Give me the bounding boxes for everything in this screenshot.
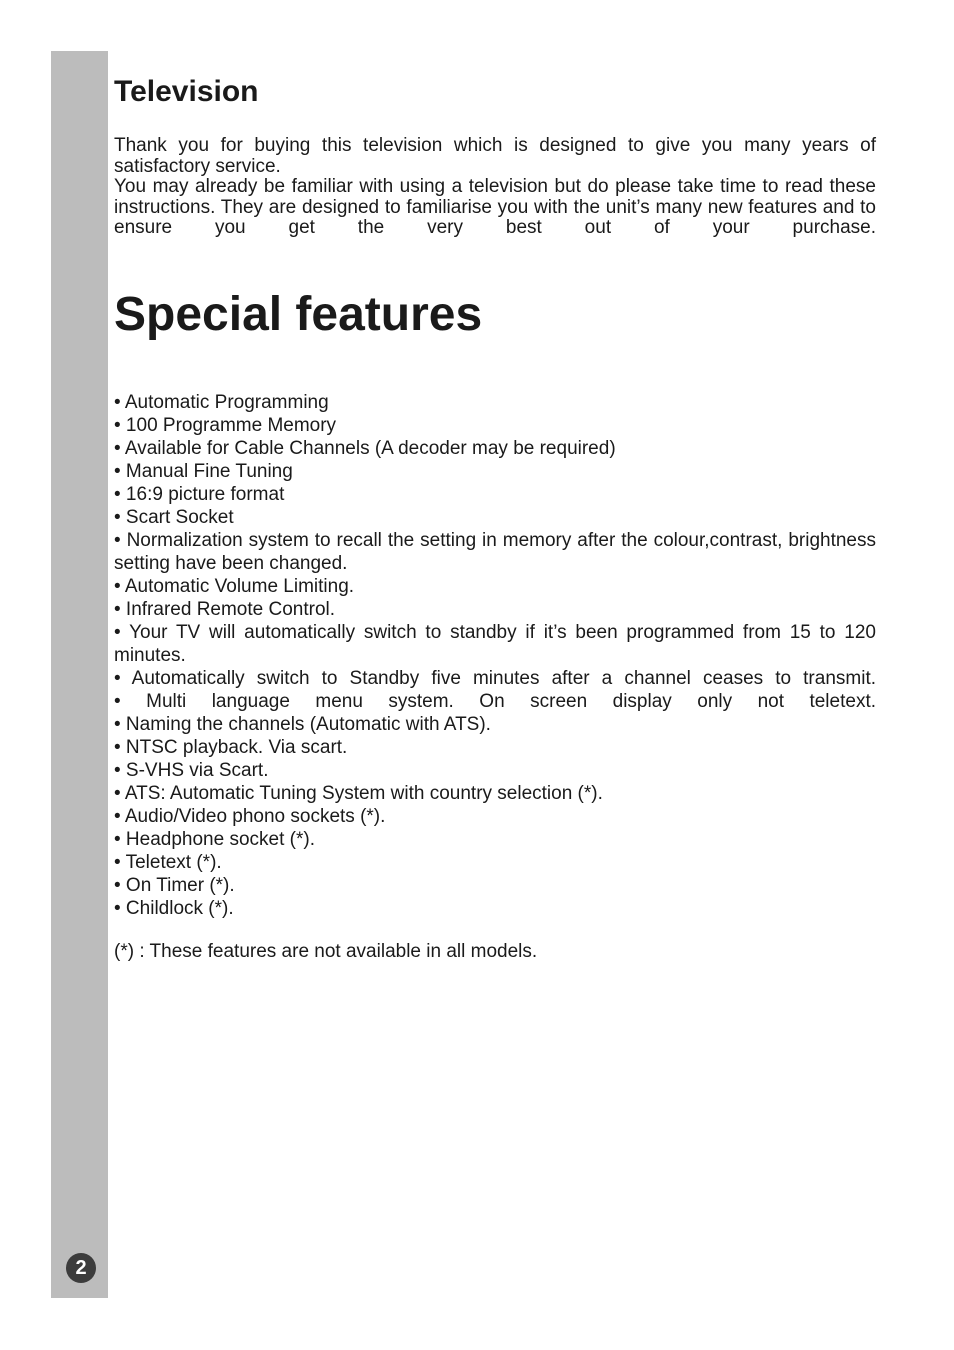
features-list	[114, 391, 876, 920]
feature-item: • ATS: Automatic Tuning System with country selection (*).	[114, 783, 603, 804]
feature-item: • Teletext (*).	[114, 852, 222, 873]
feature-item: • Automatic Programming	[114, 392, 329, 413]
footnote: (*) : These features are not available in all models.	[114, 941, 538, 962]
feature-item: • Available for Cable Channels (A decoder may be required)	[114, 438, 616, 459]
feature-item: • 16:9 picture format	[114, 484, 285, 505]
side-margin-bar	[51, 51, 108, 1298]
intro-paragraph: You may already be familiar with using a television but do please take time to read these instructions. They are designed to familiarise you with the unit’s many new features and to ensure you get the very best out of your purchase.	[114, 176, 876, 238]
intro-text	[114, 136, 876, 239]
feature-item: • Scart Socket	[114, 507, 234, 528]
feature-item: • On Timer (*).	[114, 875, 235, 896]
feature-item: • Infrared Remote Control.	[114, 599, 336, 620]
feature-item: • Automatically switch to Standby five minutes after a channel ceases to transmit.	[114, 668, 876, 689]
page-content	[114, 70, 876, 962]
feature-item: • 100 Programme Memory	[114, 415, 337, 436]
feature-item: • Childlock (*).	[114, 898, 234, 919]
section-title: Television	[114, 75, 259, 108]
feature-item: • Audio/Video phono sockets (*).	[114, 806, 386, 827]
feature-item: • Your TV will automatically switch to standby if it’s been programmed from 15 to 120 minutes.	[114, 622, 876, 666]
page-number-badge: 2	[66, 1253, 96, 1283]
feature-item: • Automatic Volume Limiting.	[114, 576, 355, 597]
intro-paragraph: Thank you for buying this television which is designed to give you many years of satisfactory service.	[114, 135, 876, 177]
feature-item: • S-VHS via Scart.	[114, 760, 269, 781]
special-features-title: Special features	[114, 288, 483, 341]
feature-item: • Manual Fine Tuning	[114, 461, 293, 482]
feature-item: • NTSC playback. Via scart.	[114, 737, 348, 758]
feature-item: • Normalization system to recall the setting in memory after the colour,contrast, brightness setting have been changed.	[114, 530, 876, 574]
feature-item: • Headphone socket (*).	[114, 829, 315, 850]
feature-item: • Naming the channels (Automatic with ATS).	[114, 714, 491, 735]
feature-item: • Multi language menu system. On screen display only not teletext.	[114, 691, 876, 712]
